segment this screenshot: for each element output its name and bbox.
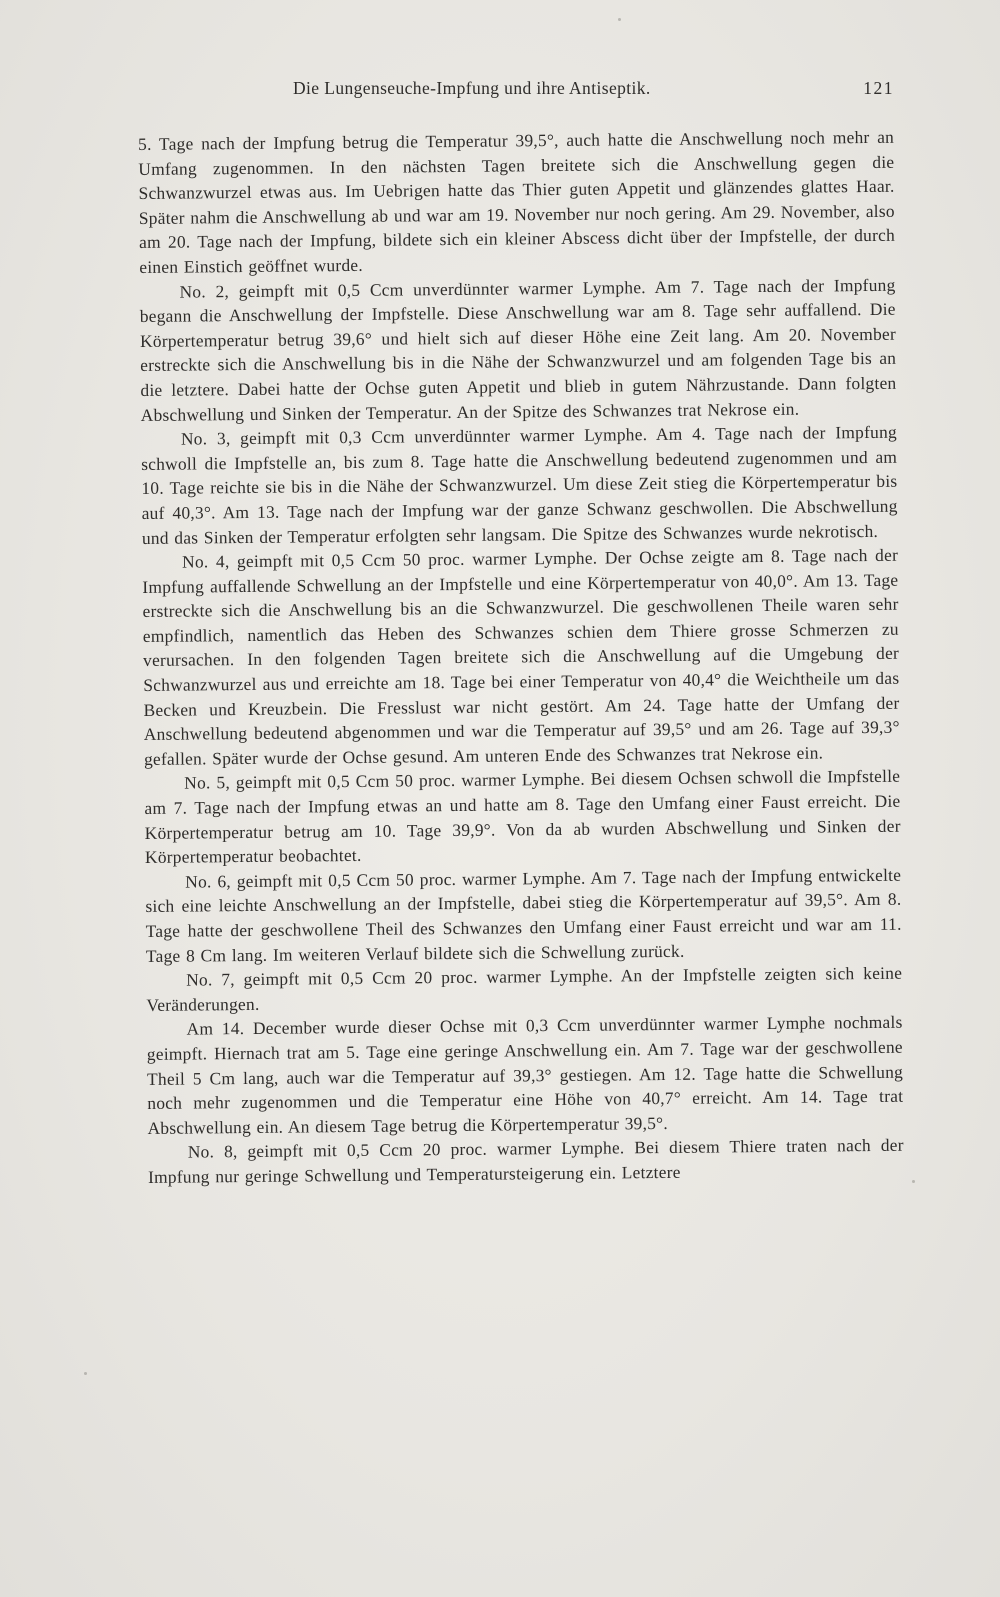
body-text [138,125,904,1190]
paragraph-case-5: No. 5, geimpft mit 0,5 Ccm 50 proc. warmer Lymphe. Bei diesem Ochsen schwoll die Impfstelle am 7. Tage nach der Impfung etwas an und hatte am 8. Tage den Umfang einer Faust erreicht. Die Körpertemperatur betrug am 10. Tage 39,9°. Von da ab wurden Abschwellung und Sinken der Körpertemperatur beobachtet. [144,766,901,868]
paper-speck [84,1372,87,1375]
paragraph-case-1-continued: 5. Tage nach der Impfung betrug die Temperatur 39,5°, auch hatte die Anschwellung noch mehr an Umfang zugenommen. In den nächsten Tagen breitete sich die Anschwellung gegen die Schwanzwurzel etwas aus. Im Uebrigen hatte das Thier guten Appetit und glänzendes glattes Haar. Später nahm die Anschwellung ab und war am 19. November nur noch gering. Am 29. November, also am 20. Tage nach der Impfung, bildete sich ein kleiner Abscess dicht über der Impfstelle, der durch einen Einstich geöffnet wurde. [138,126,896,277]
paper-speck [912,1180,915,1183]
page-number: 121 [863,78,894,98]
paragraph-case-2: No. 2, geimpft mit 0,5 Ccm unverdünnter warmer Lymphe. Am 7. Tage nach der Impfung begann die Anschwellung der Impfstelle. Diese Anschwellung war am 8. Tage sehr auffallend. Die Körpertemperatur betrug 39,6° und hielt sich auf dieser Höhe eine Zeit lang. Am 20. November erstreckte sich die Anschwellung bis in die Nähe der Schwanzwurzel und am folgenden Tage bis an die letztere. Dabei hatte der Ochse guten Appetit und blieb in gutem Nährzustande. Dann folgten Abschwellung und Sinken der Temperatur. An der Spitze des Schwanzes trat Nekrose ein. [139,274,897,425]
paragraph-case-7-reinoculation: Am 14. December wurde dieser Ochse mit 0,3 Ccm unverdünnter warmer Lymphe nochmals geimpft. Hiernach trat am 5. Tage eine geringe Anschwellung ein. Am 7. Tage war der geschwollene Theil 5 Cm lang, auch war die Temperatur auf 39,3° gestiegen. Am 12. Tage hatte die Schwellung noch mehr zugenommen und die Temperatur eine Höhe von 40,7° erreicht. Am 14. Tage trat Abschwellung ein. An diesem Tage betrug die Körpertemperatur 39,5°. [146,1012,904,1138]
paragraph-case-3: No. 3, geimpft mit 0,3 Ccm unverdünnter warmer Lymphe. Am 4. Tage nach der Impfung schwoll die Impfstelle an, bis zum 8. Tage hatte die Anschwellung bedeutend zugenommen und am 10. Tage reichte sie bis in die Nähe der Schwanzwurzel. Um diese Zeit stieg die Körpertemperatur bis auf 40,3°. Am 13. Tage nach der Impfung war der ganze Schwanz geschwollen. Die Abschwellung und das Sinken der Temperatur erfolgten sehr langsam. Die Spitze des Schwanzes wurde nekrotisch. [141,421,898,548]
paper-speck [618,18,621,21]
paragraph-case-4: No. 4, geimpft mit 0,5 Ccm 50 proc. warmer Lymphe. Der Ochse zeigte am 8. Tage nach der Impfung auffallende Schwellung an der Impfstelle und eine Körpertemperatur von 40,0°. Am 13. Tage erstreckte sich die Anschwellung bis an die Schwanzwurzel. Die geschwollenen Theile waren sehr empfindlich, namentlich das Heben des Schwanzes schien dem Thiere grosse Schmerzen zu verursachen. In den folgenden Tagen breitete sich die Anschwellung auf die Umgebung der Schwanzwurzel aus und erreichte am 18. Tage bei einer Temperatur von 40,4° die Weichtheile um das Becken und Kreuzbein. Die Fresslust war nicht gestört. Am 24. Tage hatte der Umfang der Anschwellung bedeutend abgenommen und war die Temperatur auf 39,5° und am 26. Tage auf 39,3° gefallen. Später wurde der Ochse gesund. Am unteren Ende des Schwanzes trat Nekrose ein. [142,544,900,769]
paragraph-case-7: No. 7, geimpft mit 0,5 Ccm 20 proc. warmer Lymphe. An der Impfstelle zeigten sich keine Veränderungen. [146,962,903,1015]
paragraph-case-8: No. 8, geimpft mit 0,5 Ccm 20 proc. warmer Lymphe. Bei diesem Thiere traten nach der Impfung nur geringe Schwellung und Temperatursteigerung ein. Letztere [147,1135,904,1187]
running-title: Die Lungenseuche-Impfung und ihre Antiseptik. [293,78,651,98]
paragraph-case-6: No. 6, geimpft mit 0,5 Ccm 50 proc. warmer Lymphe. Am 7. Tage nach der Impfung entwickelte sich eine leichte Anschwellung an der Impfstelle, dabei stieg die Körpertemperatur auf 39,5°. Am 8. Tage hatte der geschwollene Theil des Schwanzes den Umfang einer Faust erreicht und war am 11. Tage 8 Cm lang. Im weiteren Verlauf bildete sich die Schwellung zurück. [145,864,902,966]
running-head [138,78,894,104]
